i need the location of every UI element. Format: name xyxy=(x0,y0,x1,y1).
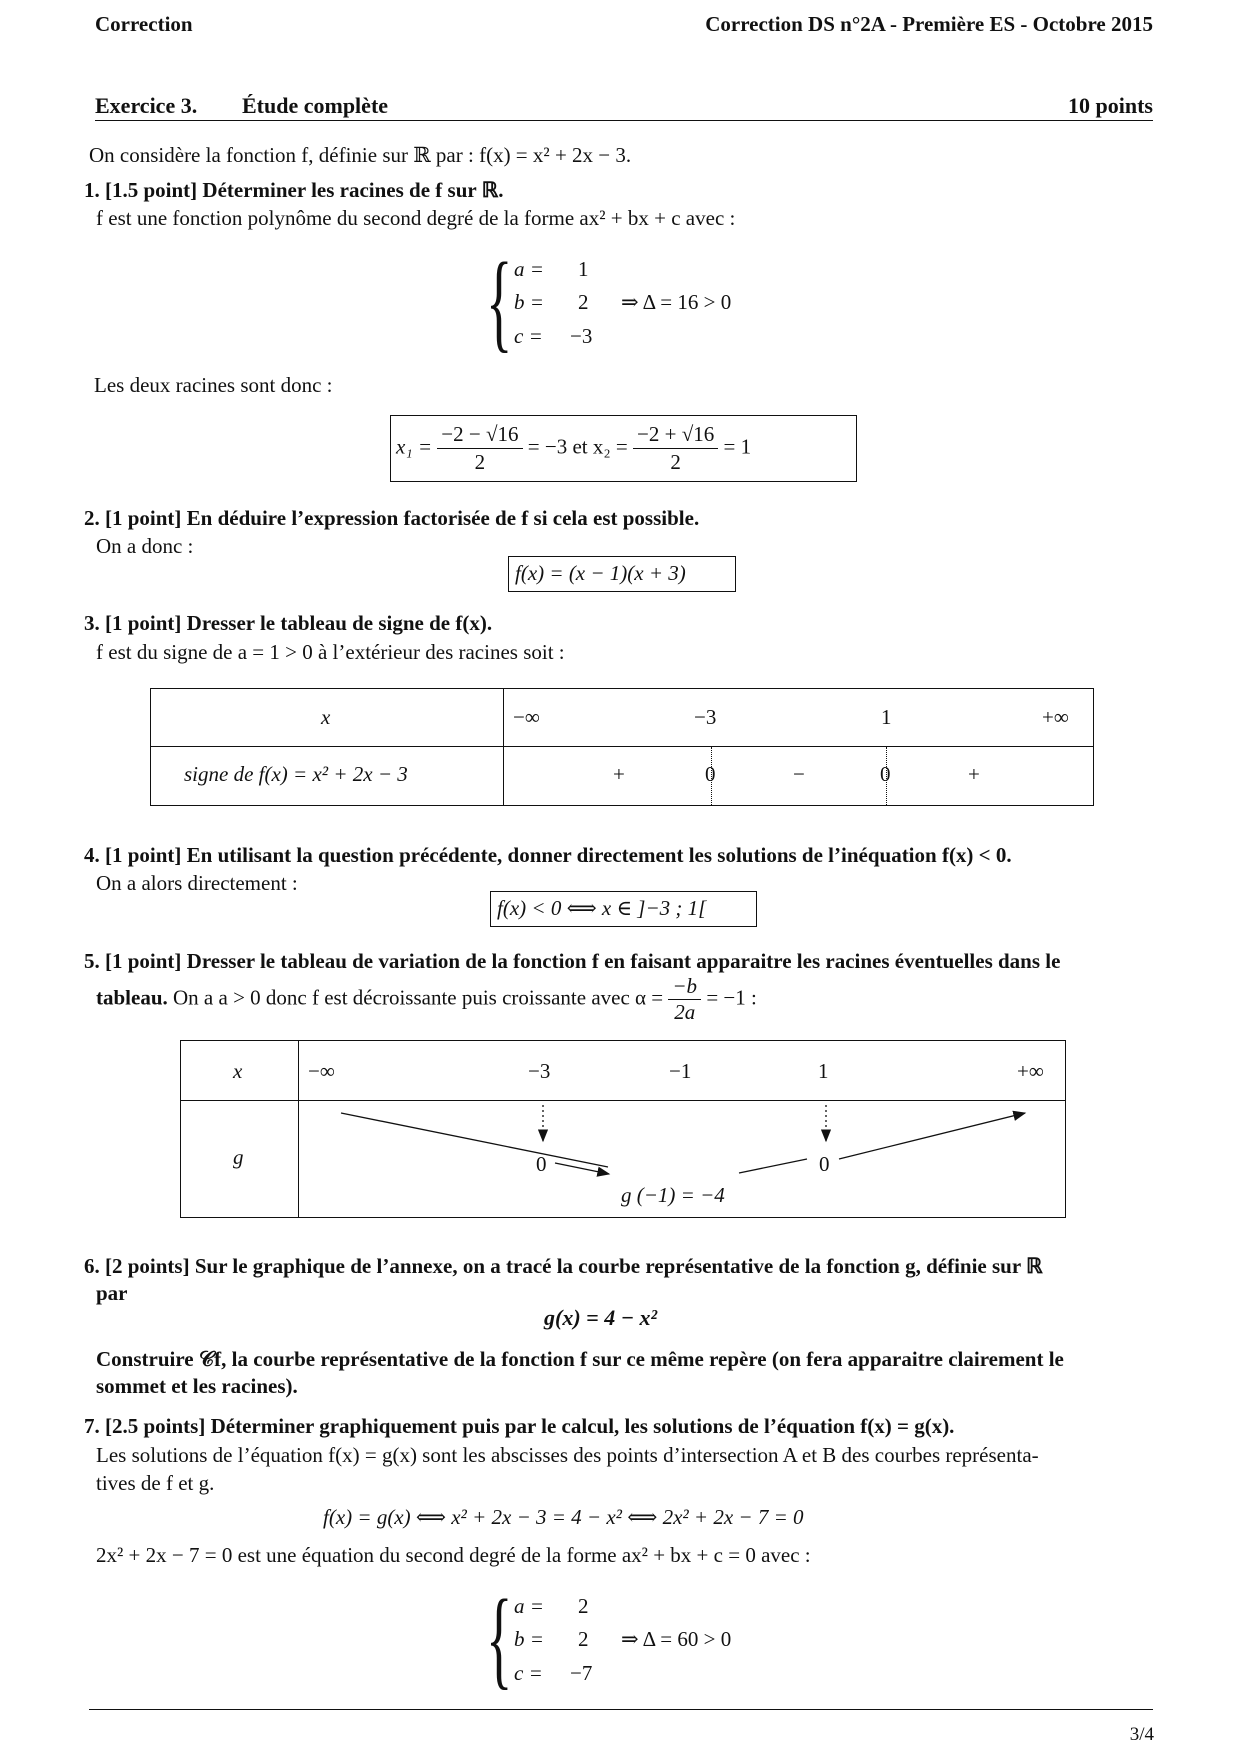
arrow-increasing-2 xyxy=(839,1113,1025,1159)
sign-table-vline xyxy=(503,689,504,805)
q1-roots-intro: Les deux racines sont donc : xyxy=(94,373,333,397)
q7-text-line2: tives de f et g. xyxy=(96,1471,215,1495)
q4-result: f(x) < 0 ⟺ x ∈ ]−3 ; 1[ xyxy=(497,896,707,920)
q1-x1-den: 2 xyxy=(474,450,486,474)
q5-alpha-num: −b xyxy=(668,974,701,1000)
q6-construct-line2: sommet et les racines). xyxy=(96,1374,298,1398)
sign-0: + xyxy=(613,762,625,786)
q7-sys-c: c = xyxy=(514,1661,543,1685)
var-x-2: −1 xyxy=(669,1059,692,1083)
q1-x1-lhs: x₁ = xyxy=(396,434,433,459)
q4-text: On a alors directement : xyxy=(96,871,298,895)
q4-result-box xyxy=(490,891,757,927)
exercise-title: Exercice 3. xyxy=(95,93,198,118)
q5-text: On a a > 0 donc f est décroissante puis croissante avec α = xyxy=(173,985,664,1010)
intro-text: On considère la fonction f, définie sur ℝ par : f(x) = x² + 2x − 3. xyxy=(89,143,632,167)
exercise-rule xyxy=(95,120,1153,121)
q1-roots-box xyxy=(390,415,857,482)
q1-x2-res: = 1 xyxy=(723,434,752,459)
arrow-decreasing-1 xyxy=(341,1113,608,1167)
q1-delta: ⇒ Δ = 16 > 0 xyxy=(621,290,732,314)
arrow-increasing-1 xyxy=(739,1159,807,1173)
footer-rule xyxy=(89,1709,1153,1710)
var-table-x: x xyxy=(233,1059,243,1083)
exercise-points: 10 points xyxy=(1068,93,1153,118)
q5-alpha-res: = −1 : xyxy=(706,985,757,1010)
header-right: Correction DS n°2A - Première ES - Octobre 2015 xyxy=(705,12,1153,36)
var-table-g: g xyxy=(233,1145,244,1169)
sign-x-3: +∞ xyxy=(1042,705,1069,729)
q7-brace: { xyxy=(486,1577,513,1699)
q7-sys-c-val: −7 xyxy=(570,1661,593,1685)
sign-table xyxy=(150,688,1094,806)
var-x-4: +∞ xyxy=(1017,1059,1044,1083)
q2-text: On a donc : xyxy=(96,534,194,558)
q1-x2-frac xyxy=(633,421,718,476)
q3-title: 3. [1 point] Dresser le tableau de signe de f(x). xyxy=(84,611,493,635)
q4-title: 4. [1 point] En utilisant la question précédente, donner directement les solutions de l’inéquation f(x) < 0. xyxy=(84,843,1012,867)
q1-x1-num: −2 − √16 xyxy=(437,421,522,449)
page-number: 3/4 xyxy=(1129,1724,1154,1745)
q6-formula: g(x) = 4 − x² xyxy=(544,1305,658,1330)
q7-equation: f(x) = g(x) ⟺ x² + 2x − 3 = 4 − x² ⟺ 2x² + 2x − 7 = 0 xyxy=(323,1505,804,1529)
q1-x2-den: 2 xyxy=(670,450,681,474)
q1-sys-c-val: −3 xyxy=(570,324,593,348)
header-left: Correction xyxy=(95,12,193,36)
q6-construct-line1: Construire 𝒞f, la courbe représentative de la fonction f sur ce même repère (on fera apparaitre clairement le xyxy=(96,1347,1064,1371)
q7-sys-b-val: 2 xyxy=(578,1627,589,1651)
sign-x-2: 1 xyxy=(881,705,892,729)
q3-text: f est du signe de a = 1 > 0 à l’extérieur des racines soit : xyxy=(96,640,565,664)
sign-3: 0 xyxy=(880,762,891,786)
sign-1: 0 xyxy=(705,762,716,786)
q1-sys-b-val: 2 xyxy=(578,290,589,314)
q7-sys-a: a = xyxy=(514,1594,544,1618)
q1-x1-res: = −3 et x₂ = xyxy=(527,434,628,459)
q1-title: 1. [1.5 point] Déterminer les racines de f sur ℝ. xyxy=(84,178,504,202)
exercise-subtitle: Étude complète xyxy=(242,93,389,118)
variation-arrows xyxy=(181,1041,1065,1217)
q1-sys-a: a = xyxy=(514,257,544,281)
q7-text-line1: Les solutions de l’équation f(x) = g(x) sont les abscisses des points d’intersection A et B des courbes représenta- xyxy=(96,1443,1039,1467)
sign-table-hline xyxy=(151,746,1093,747)
q1-sys-b: b = xyxy=(514,290,544,314)
sign-table-var: x xyxy=(321,705,331,729)
q6-title-line1: 6. [2 points] Sur le graphique de l’annexe, on a tracé la courbe représentative de la fonction g, définie sur ℝ xyxy=(84,1254,1043,1278)
sign-2: − xyxy=(793,762,805,786)
q2-result-box xyxy=(508,556,736,592)
sign-4: + xyxy=(968,762,980,786)
q2-title: 2. [1 point] En déduire l’expression factorisée de f si cela est possible. xyxy=(84,506,700,530)
q5-alpha-frac xyxy=(668,974,701,1025)
q1-brace: { xyxy=(486,240,513,362)
sign-x-1: −3 xyxy=(694,705,717,729)
var-zero-1: 0 xyxy=(536,1152,547,1176)
q1-x2-num: −2 + √16 xyxy=(633,421,718,449)
sign-x-0: −∞ xyxy=(513,705,540,729)
q1-text: f est une fonction polynôme du second degré de la forme ax² + bx + c avec : xyxy=(96,206,736,230)
sign-table-row-label: signe de f(x) = x² + 2x − 3 xyxy=(184,762,408,786)
q7-sys-a-val: 2 xyxy=(578,1594,589,1618)
q2-result: f(x) = (x − 1)(x + 3) xyxy=(515,561,686,585)
q5-line2 xyxy=(96,974,757,1025)
q1-sys-a-val: 1 xyxy=(578,257,589,281)
q1-sys-c: c = xyxy=(514,324,543,348)
var-x-1: −3 xyxy=(528,1059,551,1083)
q6-title-line2: par xyxy=(96,1281,128,1305)
var-x-0: −∞ xyxy=(308,1059,335,1083)
q5-title-line2: tableau. xyxy=(96,985,168,1010)
var-zero-2: 0 xyxy=(819,1152,830,1176)
q7-delta: ⇒ Δ = 60 > 0 xyxy=(621,1627,732,1651)
arrow-decreasing-2 xyxy=(555,1163,609,1174)
q5-alpha-den: 2a xyxy=(674,1000,696,1024)
variation-table xyxy=(180,1040,1066,1218)
q5-title-line1: 5. [1 point] Dresser le tableau de variation de la fonction f en faisant apparaitre les racines éventuelles dans le xyxy=(84,949,1061,973)
q7-text2: 2x² + 2x − 7 = 0 est une équation du second degré de la forme ax² + bx + c = 0 avec : xyxy=(96,1543,811,1567)
q7-title: 7. [2.5 points] Déterminer graphiquement puis par le calcul, les solutions de l’équation f(x) = g(x). xyxy=(84,1414,955,1438)
q1-x1-frac xyxy=(437,421,522,476)
var-min-label: g (−1) = −4 xyxy=(621,1183,725,1207)
var-x-3: 1 xyxy=(818,1059,829,1083)
q7-sys-b: b = xyxy=(514,1627,544,1651)
